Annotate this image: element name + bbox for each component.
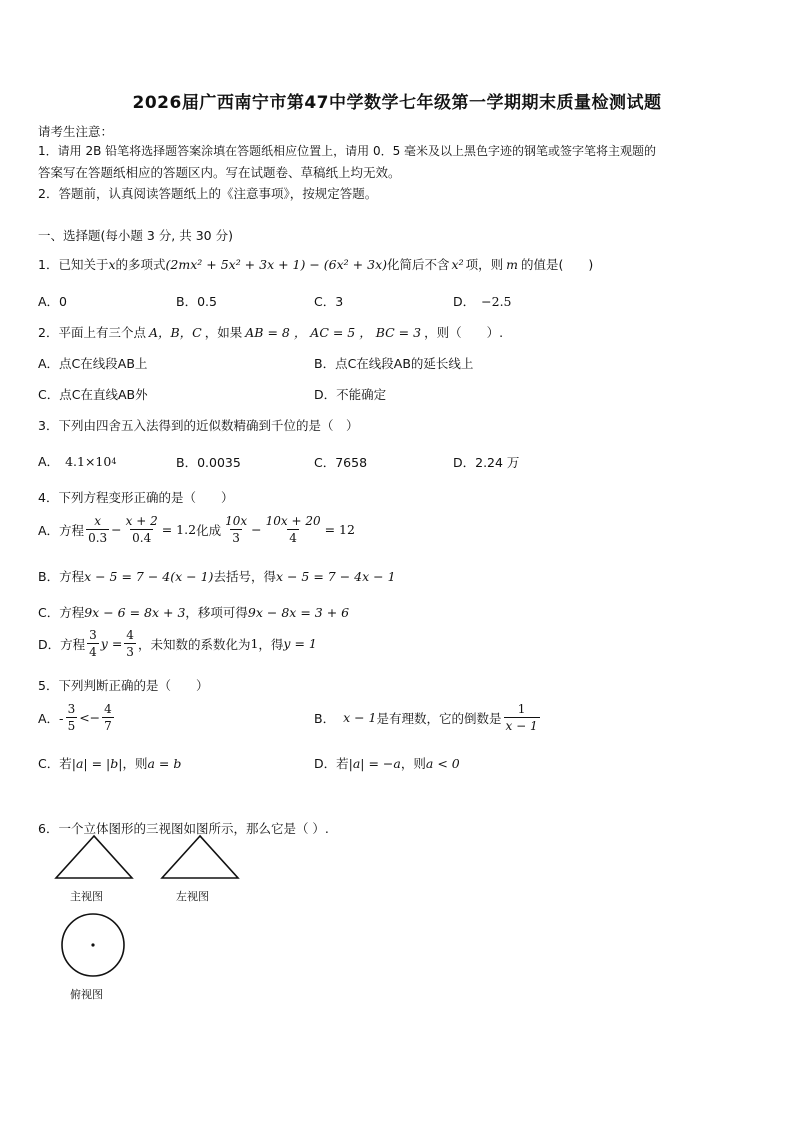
q4-a-pre: A．方程: [38, 522, 85, 538]
q5-b-frac-num: 1: [517, 702, 526, 716]
notice-heading: 请考生注意：: [38, 124, 114, 139]
q5-a-lt: <−: [79, 710, 101, 725]
q5-option-a: [38, 702, 116, 733]
q5-a-frac1-den: 5: [67, 719, 76, 733]
q4-a-frac4-num: 10x + 20: [265, 514, 321, 528]
q4-a-frac1: [86, 514, 109, 545]
q5-a-frac1-num: 3: [67, 702, 76, 716]
q2-option-d: D．不能确定: [314, 387, 387, 402]
q4-option-d: [38, 628, 317, 659]
q4-a-eq: = 1.2: [161, 522, 197, 537]
q3-option-a-label: A．: [38, 454, 60, 469]
q1-option-d-value: −2.5: [481, 293, 512, 309]
question-4-stem: 4．下列方程变形正确的是（ ）: [38, 490, 234, 505]
q2-stem-b: ，如果: [204, 325, 243, 340]
q4-a-frac1-den: 0.3: [88, 531, 108, 545]
q4-d-frac1: [87, 628, 99, 659]
q1-option-d: [453, 292, 512, 310]
q5-c-pre: C．若: [38, 756, 72, 771]
q4-option-b: [38, 567, 396, 585]
q3-option-b: B．0.0035: [176, 455, 241, 470]
q5-d-mid: ，则: [400, 756, 426, 771]
q1-x-squared: x²: [451, 256, 464, 272]
q5-a-frac1: [66, 702, 78, 733]
q2-stem-c: ，则（ ）.: [424, 325, 504, 340]
q4-a-frac2: [124, 514, 160, 545]
q5-a-frac2-num: 4: [104, 702, 112, 716]
question-5-stem: 5．下列判断正确的是（ ）: [38, 678, 209, 693]
q4-c-expr: 9x − 6 = 8x + 3: [84, 604, 186, 620]
q4-a-frac2-num: x + 2: [125, 514, 158, 528]
q5-a-pre: A．-: [38, 710, 64, 726]
front-view-triangle: [52, 832, 136, 882]
left-view-triangle: [158, 832, 242, 882]
q2-conditions: AB = 8 ， AC = 5 ， BC = 3: [245, 325, 422, 340]
q4-d-pre: D．方程: [38, 636, 86, 652]
q4-a-mid: 化成: [196, 522, 222, 538]
q5-option-d: [314, 754, 460, 772]
notice-line1a: 1．请用 2B 铅笔将选择题答案涂填在答题纸相应位置上，请用 0．5 毫米及以上黑色字迹的钢笔或签字笔将主观题的: [38, 144, 657, 158]
question-6-stem: 6．一个立体图形的三视图如图所示，那么它是（ ）.: [38, 821, 329, 836]
q4-a-frac4-den: 4: [289, 531, 297, 545]
q5-d-result: a < 0: [425, 755, 460, 771]
q1-option-d-label: D．: [453, 294, 476, 309]
q4-d-y: y =: [100, 636, 123, 651]
q2-option-b: B．点C在线段AB的延长线上: [314, 356, 474, 371]
question-2-stem: [38, 323, 503, 341]
q2-stem-a: 2．平面上有三个点: [38, 325, 146, 340]
q1-expression: (2mx² + 5x² + 3x + 1) − (6x² + 3x): [165, 256, 387, 272]
q4-b-expr: x − 5 = 7 − 4(x − 1): [84, 568, 214, 584]
q4-a-frac1-num: x: [94, 514, 101, 528]
q3-option-c: C．7658: [314, 455, 368, 470]
top-view-label: 俯视图: [70, 988, 103, 1001]
q5-b-expr: x − 1: [343, 710, 377, 725]
q3-option-a-exp: 4: [111, 456, 117, 466]
q4-b-mid: 去括号，得: [213, 569, 276, 584]
q5-a-frac2-den: 7: [104, 719, 112, 733]
q4-a-frac4: [264, 514, 323, 545]
q1-var-x: x: [108, 256, 116, 272]
question-1-stem: [38, 255, 593, 273]
q4-c-mid: ，移项可得: [185, 605, 248, 620]
q1-option-b: B．0.5: [176, 294, 217, 309]
q4-a-minus: −: [111, 522, 122, 537]
q5-c-expr: |a| = |b|: [71, 755, 123, 771]
q5-option-c: [38, 754, 181, 772]
q4-d-result: y = 1: [283, 636, 317, 651]
q4-d-frac1-den: 4: [89, 645, 97, 659]
q3-option-a: [38, 452, 116, 470]
q4-d-end: ，得: [258, 636, 284, 652]
q3-option-d: D．2.24 万: [453, 455, 520, 470]
q4-a-frac3-den: 3: [232, 531, 240, 545]
left-view-label: 左视图: [176, 890, 209, 903]
q5-b-frac: [504, 702, 540, 733]
q5-b-mid: 是有理数，它的倒数是: [376, 710, 502, 726]
q3-option-a-base: 4.1×10: [65, 453, 112, 469]
q4-a-frac3-num: 10x: [225, 514, 248, 528]
q4-d-frac2-den: 3: [126, 645, 134, 659]
q5-c-mid: ，则: [122, 756, 148, 771]
q4-b-pre: B．方程: [38, 569, 85, 584]
q1-stem-a: 1．已知关于: [38, 257, 109, 272]
q4-d-one: 1: [250, 636, 259, 651]
q4-d-frac2: [124, 628, 136, 659]
q4-c-result: 9x − 8x = 3 + 6: [247, 604, 350, 620]
front-view-label: 主视图: [70, 890, 103, 903]
q5-b-pre: B．: [314, 710, 336, 726]
q5-d-pre: D．若: [314, 756, 349, 771]
section-heading: 一、选择题(每小题 3 分, 共 30 分): [38, 228, 233, 243]
q1-var-m: m: [506, 256, 518, 272]
q4-option-a: [38, 514, 355, 545]
q1-stem-d: 项，则: [465, 257, 504, 272]
q1-option-c: C．3: [314, 294, 344, 309]
q5-a-frac2: [102, 702, 114, 733]
notice-line2: 2．答题前，认真阅读答题纸上的《注意事项》，按规定答题。: [38, 186, 378, 201]
q5-b-frac-den: x − 1: [505, 719, 538, 733]
q4-c-pre: C．方程: [38, 605, 85, 620]
q5-d-expr: |a| = −a: [348, 755, 401, 771]
q4-a-frac2-den: 0.4: [132, 531, 152, 545]
q4-option-c: [38, 603, 349, 621]
q4-d-frac1-num: 3: [89, 628, 97, 642]
q1-stem-b: 的多项式: [115, 257, 166, 272]
q4-a-frac3: [223, 514, 249, 545]
q4-b-result: x − 5 = 7 − 4x − 1: [275, 568, 396, 584]
q4-d-mid: ，未知数的系数化为: [137, 636, 251, 652]
q4-a-eq2: = 12: [324, 522, 355, 537]
q5-c-result: a = b: [147, 755, 182, 771]
page-title: 2026届广西南宁市第47中学数学七年级第一学期期末质量检测试题: [132, 93, 662, 113]
top-view-circle: [58, 912, 128, 982]
question-3-stem: 3．下列由四舍五入法得到的近似数精确到千位的是（ ）: [38, 418, 359, 433]
q4-d-frac2-num: 4: [126, 628, 134, 642]
q2-points: A，B，C: [148, 325, 202, 340]
q1-stem-c: 化简后不含: [387, 257, 450, 272]
q1-option-a: A．0: [38, 294, 68, 309]
q2-option-a: A．点C在线段AB上: [38, 356, 148, 371]
notice-line1b: 答案写在答题纸相应的答题区内。写在试题卷、草稿纸上均无效。: [38, 165, 401, 180]
q2-option-c: C．点C在直线AB外: [38, 387, 148, 402]
q4-a-minus2: −: [251, 522, 262, 537]
q5-option-b: [314, 702, 542, 733]
q1-stem-e: 的值是( ): [520, 257, 594, 272]
